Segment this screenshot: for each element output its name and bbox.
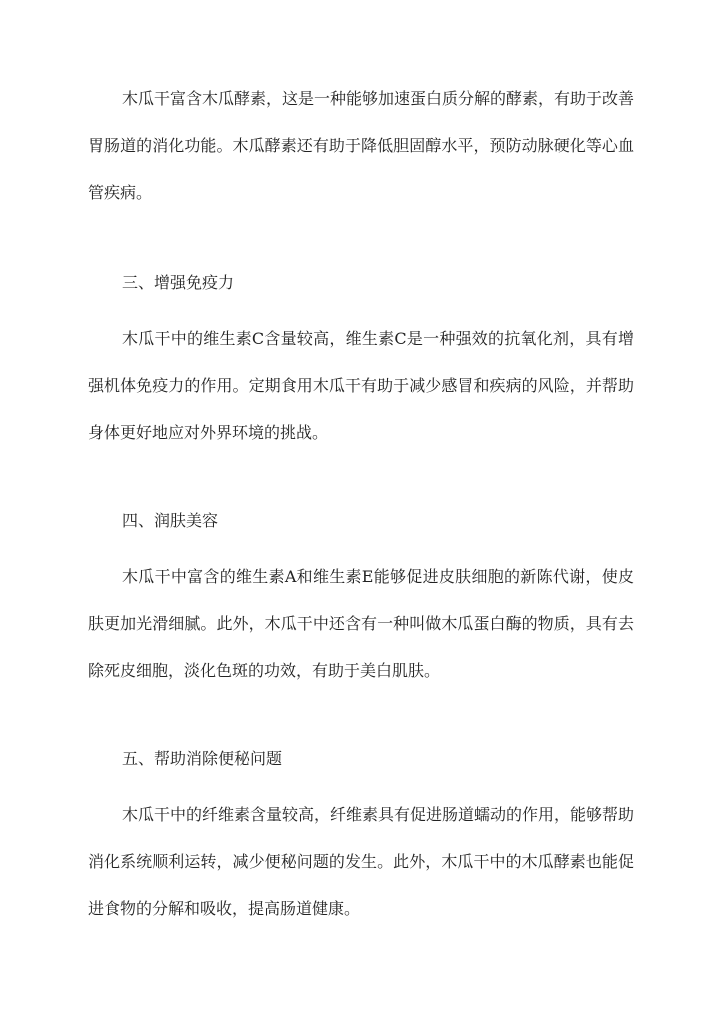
intro-paragraph: 木瓜干富含木瓜酵素，这是一种能够加速蛋白质分解的酵素，有助于改善胃肠道的消化功能。木瓜酵素还有助于降低胆固醇水平，预防动脉硬化等心血管疾病。 (88, 89, 635, 202)
section-heading-immunity: 三、增强免疫力 (122, 273, 235, 292)
section-heading-skin-beauty: 四、润肤美容 (122, 511, 219, 530)
section-paragraph-skin-beauty: 木瓜干中富含的维生素A和维生素E能够促进皮肤细胞的新陈代谢，使皮肤更加光滑细腻。此外，木瓜干中还含有一种叫做木瓜蛋白酶的物质，具有去除死皮细胞，淡化色斑的功效，有助于美白肌肤。 (88, 567, 634, 680)
section-paragraph-constipation: 木瓜干中的纤维素含量较高，纤维素具有促进肠道蠕动的作用，能够帮助消化系统顺利运转，减少便秘问题的发生。此外，木瓜干中的木瓜酵素也能促进食物的分解和吸收，提高肠道健康。 (88, 805, 635, 918)
section-heading-constipation: 五、帮助消除便秘问题 (122, 749, 283, 768)
section-paragraph-immunity: 木瓜干中的维生素C含量较高，维生素C是一种强效的抗氧化剂，具有增强机体免疫力的作用。定期食用木瓜干有助于减少感冒和疾病的风险，并帮助身体更好地应对外界环境的挑战。 (88, 329, 634, 442)
